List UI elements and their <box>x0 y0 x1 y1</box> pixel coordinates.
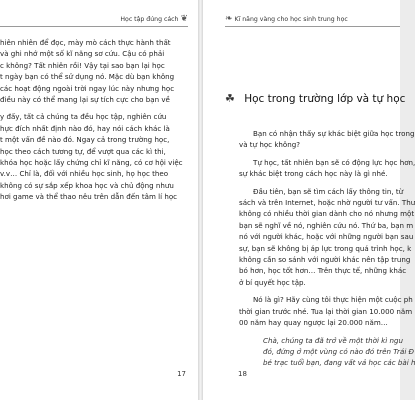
text-line: khóa học hoặc lấy chứng chỉ kĩ năng, có cơ hội việc <box>0 158 183 168</box>
text-line: học theo cách tương tự, để vượt qua các kì thi, <box>0 146 166 156</box>
clover-icon: ☘ <box>225 92 235 105</box>
left-page <box>0 0 198 400</box>
text-line: thời gian trước nhé. Tua lại thời gian 10.000 năm <box>239 306 413 316</box>
text-line: hơi game và thể thao nêu trên dẫn đến tâm lí học <box>0 192 178 202</box>
leaf-ornament-icon: ❧ <box>225 14 233 24</box>
text-line: các hoạt động ngoài trời ngay lúc này nhưng học <box>0 83 175 93</box>
leaf-ornament-icon: ❦ <box>180 14 188 24</box>
running-head-right <box>225 14 348 26</box>
text-line: c không? Tất nhiên rồi! Vậy tại sao bạn lại học <box>0 60 165 70</box>
text-line: Nó là gì? Hãy cùng tôi thực hiện một cuộc ph <box>253 295 413 305</box>
text-line: hực đích nhất định nào đó, hay nói cách khác là <box>0 123 170 133</box>
text-line: sách và trên Internet, hoặc nhờ người tư vấn. Thư <box>239 198 415 208</box>
text-line: 00 năm hay quay ngược lại 20.000 năm… <box>239 318 388 328</box>
text-line: sự khác biệt trong cách học này là gì nhé. <box>239 169 388 179</box>
text-line: không có sự sắp xếp khoa học và chủ động nhưu <box>0 180 174 190</box>
left-body-text <box>0 37 183 203</box>
section-heading <box>225 92 405 105</box>
text-line: t một vấn đề nào đó. Ngay cả trong trường học, <box>0 135 170 145</box>
text-line: bạn sẽ nghĩ về nó, nghiên cứu nó. Thứ ba, bạn m <box>239 220 414 230</box>
header-rule <box>0 26 188 27</box>
text-line: sự, bạn sẽ không bị áp lực trong quá trình học, k <box>239 243 412 253</box>
text-line: và tự học không? <box>239 140 301 150</box>
text-line: không có nhiều thời gian dành cho nó nhưng một <box>239 209 415 219</box>
running-head-title: Kĩ năng vàng cho học sinh trung học <box>234 16 348 23</box>
text-line: và ghi nhớ một số kĩ năng sơ cứu. Cậu có phải <box>0 49 165 59</box>
text-line: không cần so sánh với người khác nên tập trung <box>239 255 411 265</box>
page-number: 18 <box>238 370 247 378</box>
page-number: 17 <box>177 370 186 378</box>
text-line: nó với người khác, hoặc với những người bạn sau <box>239 232 414 242</box>
running-head-title: Học tập đúng cách <box>120 16 179 23</box>
text-line: ở bí quyết học tập. <box>239 277 306 287</box>
text-line: Đầu tiên, bạn sẽ tìm cách lấy thông tin, từ <box>253 186 404 196</box>
text-line: v.v… Chỉ là, đối với nhiều học sinh, họ học theo <box>0 169 169 179</box>
text-line: y đấy, tất cả chúng ta đều học tập, nghiên cứu <box>0 112 167 122</box>
right-body-text <box>239 128 415 369</box>
right-page <box>203 0 415 400</box>
quote-line: đó, đứng ở một vùng có nào đó trên Trái Đ <box>263 346 415 356</box>
quote-line: Chà, chúng ta đã trở về một thời kì ngu <box>263 335 404 345</box>
header-rule <box>225 26 400 27</box>
text-line: Bạn có nhận thấy sự khác biệt giữa học trong <box>253 129 415 138</box>
text-line: điều này có thể mang lại sự tích cực cho bạn về <box>0 95 170 105</box>
text-line: hiên nhiên để đọc, mày mò cách thực hành thất <box>0 38 171 47</box>
quote-line: bé trạc tuổi bạn, đang vất vả học các bài h <box>263 358 415 368</box>
text-line: t ngày bạn có thể sử dụng nó. Mặc dù bạn không <box>0 72 175 82</box>
text-line: bó hơn, học tốt hơn… Trên thực tế, những khác <box>239 266 407 276</box>
section-title: Học trong trường lớp và tự học <box>244 93 406 105</box>
text-line: Tự học, tất nhiên bạn sẽ có động lực học hơn, <box>253 157 415 167</box>
running-head-left <box>120 14 188 26</box>
